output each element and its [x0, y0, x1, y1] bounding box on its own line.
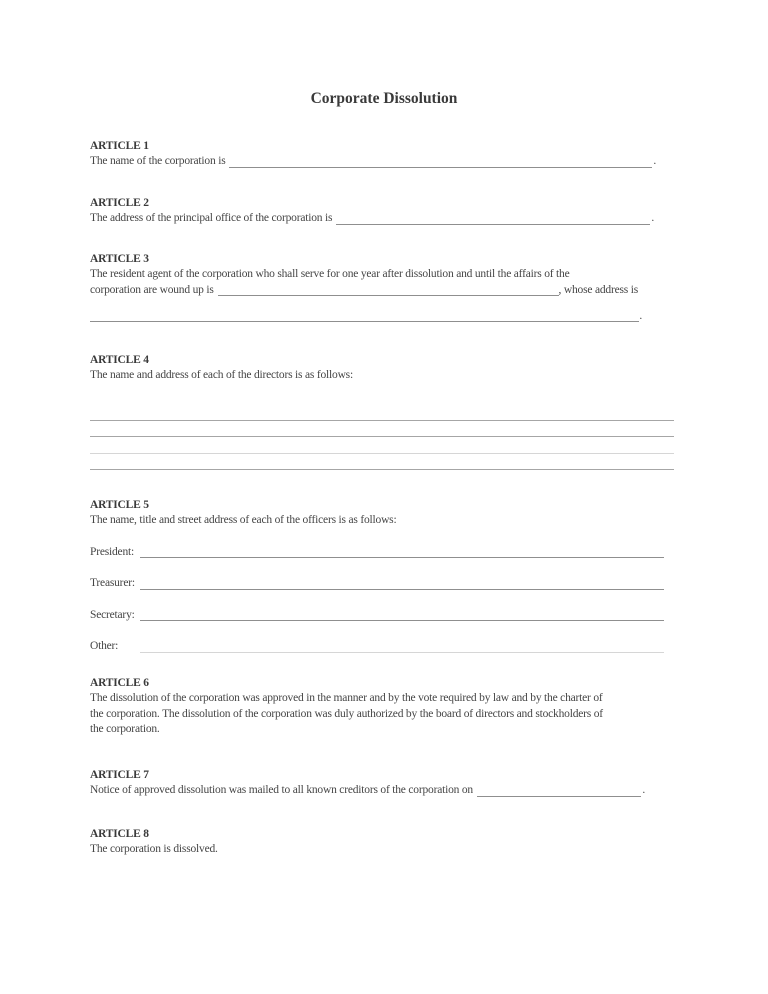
- article-3-address-line-row: [90, 309, 642, 324]
- article-7-period: .: [642, 784, 645, 797]
- directors-blank-lines: [90, 404, 674, 470]
- article-5-text: The name, title and street address of each of the officers is as follows:: [90, 514, 397, 527]
- article-1-period: .: [653, 155, 656, 168]
- article-4-section: [90, 353, 353, 384]
- resident-agent-address-blank-line: [90, 309, 639, 322]
- director-blank-line-1: [90, 404, 674, 421]
- article-7-text: Notice of approved dissolution was mailed to all known creditors of the corporation on: [90, 784, 473, 797]
- article-4-text: The name and address of each of the directors is as follows:: [90, 369, 353, 382]
- article-1-heading: ARTICLE 1: [90, 140, 149, 152]
- article-2-period: .: [651, 212, 654, 225]
- president-blank-line: [140, 545, 664, 558]
- article-1-line: [90, 154, 656, 169]
- president-label: President:: [90, 546, 134, 558]
- officers-list: [90, 545, 665, 671]
- article-7-section: [90, 768, 645, 799]
- article-6-heading: ARTICLE 6: [90, 677, 149, 689]
- resident-agent-name-blank-line: [218, 283, 559, 296]
- other-officer-blank-line: [140, 639, 664, 652]
- article-2-section: [90, 196, 654, 227]
- corporation-name-blank-line: [229, 154, 652, 167]
- director-blank-line-3: [90, 437, 674, 454]
- article-3-text-line-1: The resident agent of the corporation who shall serve for one year after dissolution and until the affairs of the: [90, 268, 570, 281]
- article-3-heading: ARTICLE 3: [90, 253, 149, 265]
- director-blank-line-2: [90, 421, 674, 438]
- article-3-text-before-blank: corporation are wound up is: [90, 283, 214, 296]
- article-6-text-line-2: the corporation. The dissolution of the corporation was duly authorized by the board of directors and stockholders of: [90, 707, 603, 720]
- article-2-heading: ARTICLE 2: [90, 197, 149, 209]
- principal-office-address-blank-line: [336, 211, 650, 224]
- officer-row-other: [90, 639, 665, 654]
- article-1-section: [90, 139, 656, 170]
- article-2-text: The address of the principal office of the corporation is: [90, 212, 333, 225]
- article-8-text: The corporation is dissolved.: [90, 843, 218, 856]
- secretary-label: Secretary:: [90, 608, 135, 621]
- article-6-text-line-1: The dissolution of the corporation was approved in the manner and by the vote required by law and by the charter of: [90, 692, 603, 705]
- article-8-heading: ARTICLE 8: [90, 828, 149, 840]
- article-8-section: [90, 827, 218, 858]
- treasurer-blank-line: [140, 576, 664, 589]
- article-7-heading: ARTICLE 7: [90, 769, 149, 781]
- officer-row-treasurer: [90, 576, 665, 591]
- article-3-line3-period: .: [639, 310, 642, 322]
- article-3-text-after-blank: , whose address is: [558, 283, 638, 296]
- article-3-section: [90, 252, 638, 298]
- director-blank-line-4: [90, 454, 674, 471]
- dissolution-notice-date-blank-line: [477, 783, 641, 796]
- officer-row-secretary: [90, 608, 665, 623]
- article-3-text-line-2: [90, 283, 638, 298]
- article-1-text: The name of the corporation is: [90, 155, 226, 168]
- article-6-text-line-3: the corporation.: [90, 723, 160, 736]
- secretary-blank-line: [140, 608, 664, 621]
- article-3-address-row: [90, 309, 642, 324]
- article-5-section: [90, 498, 396, 529]
- article-2-line: [90, 211, 654, 226]
- treasurer-label: Treasurer:: [90, 577, 135, 590]
- other-officer-label: Other:: [90, 640, 119, 653]
- officer-row-president: [90, 545, 665, 560]
- article-7-line: [90, 783, 645, 798]
- document-title: Corporate Dissolution: [310, 90, 458, 107]
- article-6-section: [90, 676, 603, 738]
- article-4-heading: ARTICLE 4: [90, 354, 149, 366]
- article-5-heading: ARTICLE 5: [90, 499, 149, 511]
